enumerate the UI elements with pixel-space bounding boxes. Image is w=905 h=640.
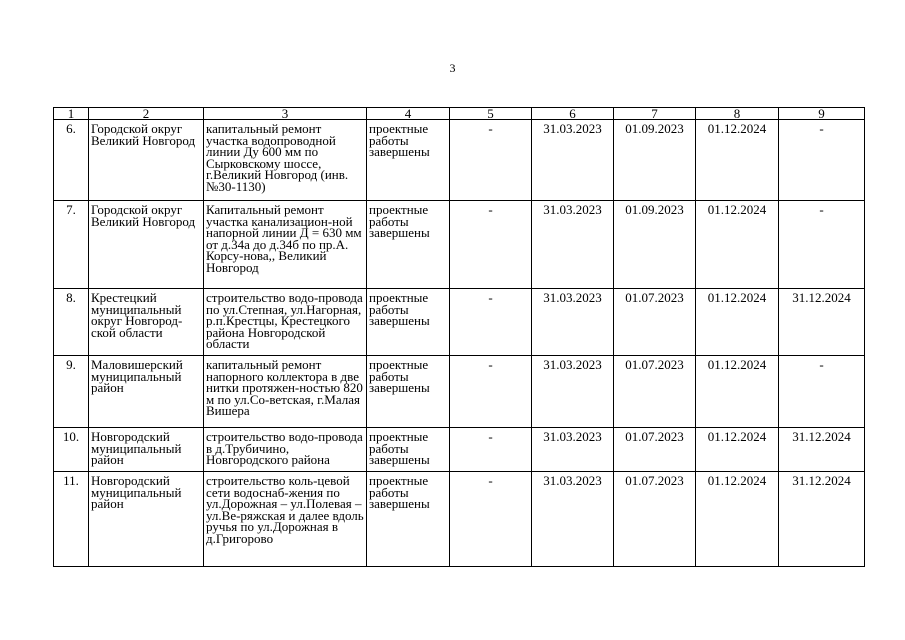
status-cell: проектные работы завершены [367,289,450,356]
status-cell: проектные работы завершены [367,356,450,428]
col5-cell: - [450,356,532,428]
col5-cell: - [450,428,532,472]
object-cell: капитальный ремонт напорного коллектора в две нитки протяжен-ностью 820 м по ул.Со-ветская, г.Малая Вишера [204,356,367,428]
row-number: 11. [54,472,89,567]
date-cell: 01.07.2023 [614,428,696,472]
page-number: 3 [449,61,456,75]
municipality-cell: Городской округ Великий Новгород [89,120,204,201]
date-cell: 31.03.2023 [532,201,614,289]
municipality-cell: Крестецкий муниципальный округ Новгород-ской области [89,289,204,356]
col5-cell: - [450,120,532,201]
header-cell: 6 [532,108,614,120]
date-cell: 01.12.2024 [696,472,779,567]
date-cell: - [779,120,865,201]
table-row [54,120,865,201]
date-cell: 31.12.2024 [779,289,865,356]
date-cell: 31.03.2023 [532,356,614,428]
date-cell: 01.12.2024 [696,201,779,289]
municipality-cell: Новгородский муниципальный район [89,428,204,472]
header-cell: 2 [89,108,204,120]
row-number: 6. [54,120,89,201]
row-number: 8. [54,289,89,356]
date-cell: 01.07.2023 [614,356,696,428]
object-cell: строительство коль-цевой сети водоснаб-жения по ул.Дорожная – ул.Полевая – ул.Ве-ряжская и далее вдоль ручья по ул.Дорожная в д.Григорово [204,472,367,567]
date-cell: 01.12.2024 [696,289,779,356]
table-row [54,201,865,289]
header-cell: 1 [54,108,89,120]
header-cell: 9 [779,108,865,120]
col5-cell: - [450,472,532,567]
date-cell: 01.12.2024 [696,356,779,428]
status-cell: проектные работы завершены [367,428,450,472]
row-number: 7. [54,201,89,289]
table-row [54,356,865,428]
row-number: 10. [54,428,89,472]
status-cell: проектные работы завершены [367,201,450,289]
row-number: 9. [54,356,89,428]
date-cell: - [779,201,865,289]
date-cell: - [779,356,865,428]
municipality-cell: Маловишерский муниципальный район [89,356,204,428]
date-cell: 31.03.2023 [532,472,614,567]
object-cell: строительство водо-провода в д.Трубичино, Новгородского района [204,428,367,472]
municipality-cell: Новгородский муниципальный район [89,472,204,567]
object-cell: Капитальный ремонт участка канализацион-ной напорной линии Д = 630 мм от д.34а до д.34б по пр.А. Корсу-нова,, Великий Новгород [204,201,367,289]
date-cell: 01.07.2023 [614,472,696,567]
col5-cell: - [450,201,532,289]
status-cell: проектные работы завершены [367,120,450,201]
date-cell: 01.09.2023 [614,201,696,289]
header-cell: 4 [367,108,450,120]
projects-table [53,107,865,567]
header-cell: 8 [696,108,779,120]
date-cell: 31.03.2023 [532,289,614,356]
table-row [54,289,865,356]
header-cell: 3 [204,108,367,120]
table-row [54,472,865,567]
date-cell: 31.12.2024 [779,428,865,472]
municipality-cell: Городской округ Великий Новгород [89,201,204,289]
date-cell: 01.12.2024 [696,120,779,201]
col5-cell: - [450,289,532,356]
object-cell: строительство водо-провода по ул.Степная, ул.Нагорная, р.п.Крестцы, Крестецкого района Новгородской области [204,289,367,356]
date-cell: 31.03.2023 [532,120,614,201]
status-cell: проектные работы завершены [367,472,450,567]
table-row [54,428,865,472]
header-cell: 7 [614,108,696,120]
table-header-row [54,108,865,120]
header-cell: 5 [450,108,532,120]
date-cell: 01.09.2023 [614,120,696,201]
date-cell: 01.07.2023 [614,289,696,356]
object-cell: капитальный ремонт участка водопроводной линии Ду 600 мм по Сырковскому шоссе, г.Великий Новгород (инв.№30-1130) [204,120,367,201]
date-cell: 31.12.2024 [779,472,865,567]
date-cell: 31.03.2023 [532,428,614,472]
date-cell: 01.12.2024 [696,428,779,472]
